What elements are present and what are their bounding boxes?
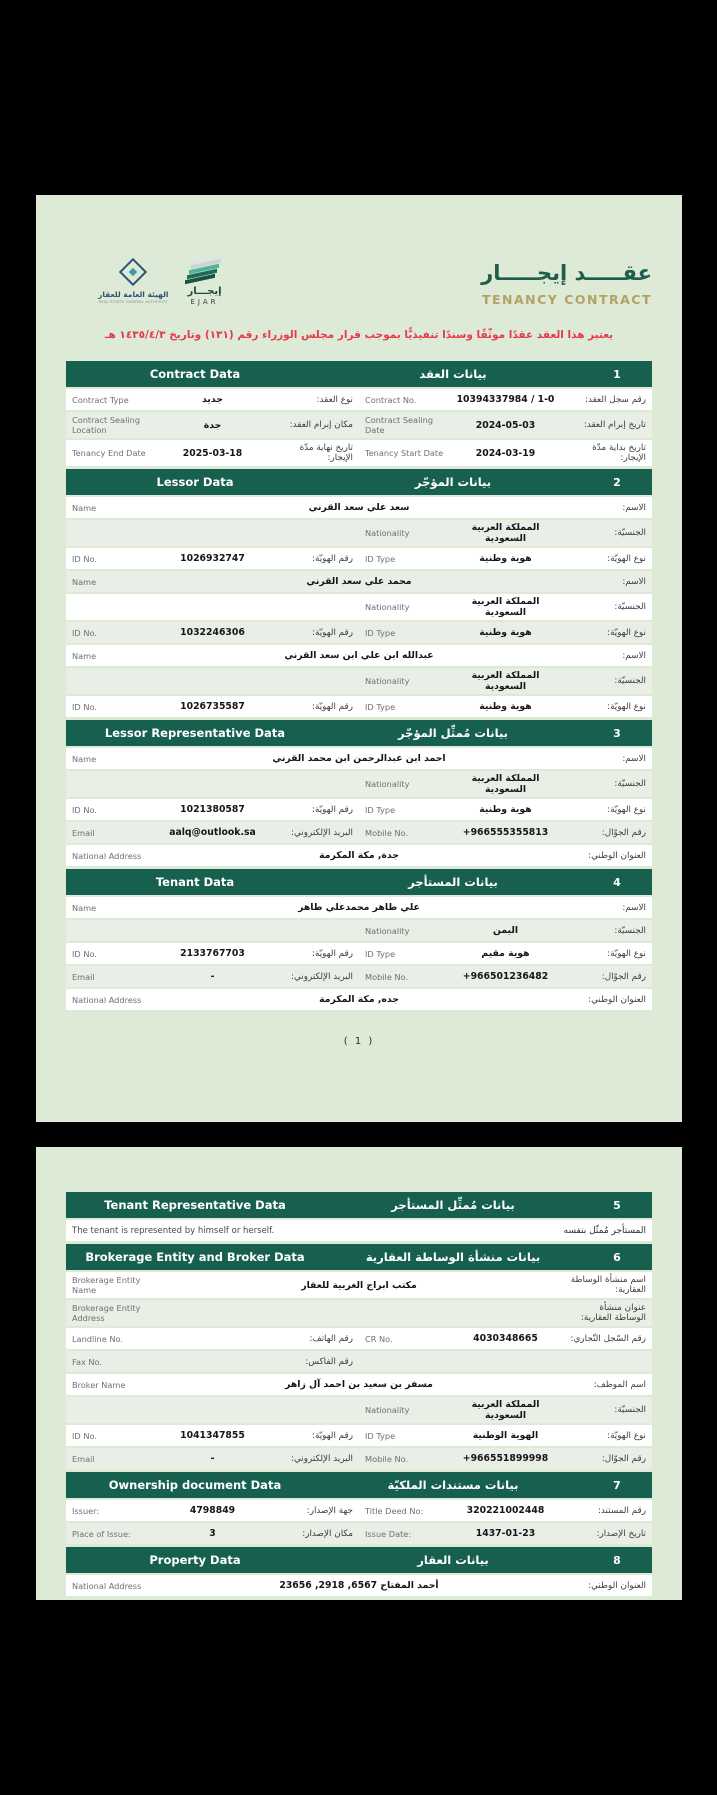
field-row xyxy=(66,989,652,1010)
field-label-ar: رقم الهويّة: xyxy=(312,948,353,959)
field-label-ar: رقم الهاتف: xyxy=(309,1333,353,1344)
field-value: 2024-03-19 xyxy=(475,447,536,459)
field-row xyxy=(66,943,652,964)
field-label-en: Nationality xyxy=(365,528,410,538)
field-label-en: Mobile No. xyxy=(365,971,409,982)
field-label-ar: البريد الإلكتروني: xyxy=(291,1453,353,1464)
section-header xyxy=(66,1547,652,1573)
field-label-en: Nationality xyxy=(365,779,410,789)
field-group-right xyxy=(359,943,652,964)
field-value: هوية مقيم xyxy=(481,948,530,959)
field-label-en: Contract Sealing Location xyxy=(72,415,141,435)
field-row xyxy=(66,1272,652,1298)
field-label-ar: نوع الهويّة: xyxy=(607,948,646,959)
field-label-en: Contract No. xyxy=(365,394,417,405)
section-title-en: Property Data xyxy=(149,1553,241,1567)
field-value: aalq@outlook.sa xyxy=(169,827,256,838)
field-label-en: Brokerage Entity Name xyxy=(72,1275,141,1295)
field-group-right xyxy=(359,412,652,438)
field-value: 3 xyxy=(209,1528,216,1539)
field-label-ar: الجنسيّة: xyxy=(614,779,646,789)
field-row xyxy=(66,1328,652,1349)
field-label-en: Nationality xyxy=(365,602,410,612)
field-value: 1026932747 xyxy=(180,553,245,564)
field-group-left xyxy=(66,920,359,941)
field-label-en: Fax No. xyxy=(72,1356,103,1367)
page-number: ( 1 ) xyxy=(343,1036,375,1047)
field-group-left xyxy=(66,389,359,410)
field-label-ar: البريد الإلكتروني: xyxy=(291,827,353,838)
field-row xyxy=(66,1448,652,1469)
field-label-en: Nationality xyxy=(365,925,410,936)
field-group-left xyxy=(66,1523,359,1544)
section-title-en: Tenant Data xyxy=(155,875,235,889)
field-row xyxy=(66,412,652,438)
field-value: أحمد المفتاح 6567, 2918, 23656 xyxy=(279,1580,439,1591)
field-value: 320221002448 xyxy=(466,1505,545,1516)
field-label-ar: الجنسيّة: xyxy=(614,676,646,686)
field-label-en: ID Type xyxy=(365,1430,396,1441)
field-value: 1026735587 xyxy=(180,701,245,712)
field-group-right xyxy=(359,920,652,941)
field-value: جده, مكة المكرمة xyxy=(319,994,399,1005)
field-label-ar: اسم الموظف: xyxy=(593,1379,646,1390)
field-label-en: ID No. xyxy=(72,804,97,815)
field-row xyxy=(66,440,652,466)
field-group-left xyxy=(66,771,359,797)
field-label-ar: رقم الفاكس: xyxy=(305,1356,353,1367)
field-label-en: Mobile No. xyxy=(365,1453,409,1464)
field-value: 1021380587 xyxy=(180,804,245,815)
field-row xyxy=(66,497,652,518)
field-value: 2025-03-18 xyxy=(182,447,243,459)
field-row xyxy=(66,548,652,569)
section-number: 8 xyxy=(613,1553,621,1567)
section-title-ar: بيانات مستندات الملكيّة xyxy=(387,1478,519,1492)
field-label-ar: تاريخ بداية مدّة الإيجار: xyxy=(592,443,646,463)
field-value: سعد علي سعد القرني xyxy=(308,502,410,513)
field-value: المملكة العربية السعودية xyxy=(471,1399,540,1421)
field-group-left xyxy=(66,548,359,569)
field-label-ar: عنوان منشأة الوساطة العقارية: xyxy=(580,1303,646,1323)
field-group-left xyxy=(66,520,359,546)
field-value: 2133767703 xyxy=(180,948,245,959)
field-label-ar: الجنسيّة: xyxy=(614,925,646,936)
field-row xyxy=(66,1397,652,1423)
field-label-ar: جهة الإصدار: xyxy=(306,1505,353,1516)
field-group-left xyxy=(66,1328,359,1349)
field-value: 4030348665 xyxy=(473,1333,538,1344)
field-label-ar: نوع الهويّة: xyxy=(607,553,646,564)
field-label-en: Email xyxy=(72,971,95,982)
document-page-1 xyxy=(36,195,682,1122)
field-group-right xyxy=(359,1523,652,1544)
section-title-ar: بيانات المستأجر xyxy=(408,875,498,889)
field-row xyxy=(66,966,652,987)
field-row xyxy=(66,520,652,546)
ejar-stripes-icon xyxy=(185,257,225,284)
field-group-right xyxy=(359,799,652,820)
field-group-left xyxy=(66,822,359,843)
field-value: المملكة العربية السعودية xyxy=(471,670,540,692)
section-title-en: Contract Data xyxy=(149,367,241,381)
section-title-ar: بيانات المؤجّر xyxy=(414,475,492,489)
field-group-right xyxy=(359,966,652,987)
field-label-ar: رقم المستند: xyxy=(597,1505,646,1516)
field-value: مسفر بن سعيد بن احمد آل زاهر xyxy=(285,1379,433,1390)
field-label-ar: العنوان الوطني: xyxy=(588,1580,646,1591)
field-label-en: Name xyxy=(72,753,97,764)
field-group-left xyxy=(66,1500,359,1521)
field-value: +966551899998 xyxy=(462,1453,549,1464)
field-row xyxy=(66,920,652,941)
section-title-ar: بيانات منشأة الوساطة العقارية xyxy=(365,1250,541,1264)
rega-name-en: REAL ESTATE GENERAL AUTHORITY xyxy=(98,300,168,304)
field-group-left xyxy=(66,943,359,964)
field-group-right xyxy=(359,389,652,410)
section-title-ar: بيانات العقد xyxy=(419,367,487,381)
contract-title-block xyxy=(481,255,652,307)
field-group-left xyxy=(66,966,359,987)
field-label-en: ID No. xyxy=(72,627,97,638)
rega-logo xyxy=(98,257,169,304)
field-value: 10394337984 / 1-0 xyxy=(456,394,555,405)
field-value: +966555355813 xyxy=(462,827,549,838)
document-page-2 xyxy=(36,1147,682,1600)
field-label-en: National Address xyxy=(72,1580,142,1591)
field-group-left xyxy=(66,412,359,438)
field-group-right xyxy=(359,440,652,466)
field-label-en: Issuer: xyxy=(72,1505,100,1516)
section-title-en: Lessor Representative Data xyxy=(104,726,286,740)
field-group-left xyxy=(66,594,359,620)
section-number: 6 xyxy=(613,1250,621,1264)
field-label-ar: مكان الإصدار: xyxy=(302,1528,353,1539)
field-group-right xyxy=(359,594,652,620)
field-label-en: Landline No. xyxy=(72,1333,123,1344)
field-label-ar: رقم الجوّال: xyxy=(601,971,646,982)
field-row xyxy=(66,1523,652,1544)
section-header xyxy=(66,720,652,746)
section-number: 5 xyxy=(613,1198,621,1212)
field-value xyxy=(158,1311,560,1315)
ejar-name-ar: إيجـــار xyxy=(187,286,222,297)
field-label-en: CR No. xyxy=(365,1333,393,1344)
field-label-ar: رقم السّجل التّجاري: xyxy=(570,1333,646,1344)
field-row xyxy=(66,571,652,592)
field-label-en: Nationality xyxy=(365,676,410,686)
disclaimer-text: يعتبر هذا العقد عقدًا موثّقًا وسندًا تنفيذيًّا بموجب قرار مجلس الوزراء رقم (١٣١) وتاريخ ١٤٣٥/٤/٣ هـ xyxy=(104,329,614,341)
field-group-right xyxy=(359,668,652,694)
section-number: 7 xyxy=(613,1478,621,1492)
field-label-ar: الجنسيّة: xyxy=(614,528,646,538)
field-group-right xyxy=(359,1425,652,1446)
field-value: هوية وطنية xyxy=(479,553,532,564)
field-group-right xyxy=(359,696,652,717)
field-label-en: Name xyxy=(72,902,97,913)
section-number: 3 xyxy=(613,726,621,740)
field-label-en: Email xyxy=(72,1453,95,1464)
field-value: هوية وطنية xyxy=(479,804,532,815)
field-label-en: Place of Issue: xyxy=(72,1528,131,1539)
field-row xyxy=(66,594,652,620)
field-label-en: Mobile No. xyxy=(365,827,409,838)
section-header xyxy=(66,1192,652,1218)
field-value: 1032246306 xyxy=(180,627,245,638)
field-group-right xyxy=(359,822,652,843)
field-label-en: Contract Sealing Date xyxy=(365,415,434,435)
contract-title-ar: عقـــــد إيجـــــار xyxy=(481,261,652,285)
field-label-en: Tenancy End Date xyxy=(72,448,146,458)
field-label-ar: نوع الهويّة: xyxy=(607,627,646,638)
field-label-en: Issue Date: xyxy=(365,1528,412,1539)
field-group-right xyxy=(359,1397,652,1423)
field-label-en: ID Type xyxy=(365,701,396,712)
field-label-en: Name xyxy=(72,576,97,587)
field-label-ar: رقم الهويّة: xyxy=(312,804,353,815)
field-label-ar: اسم منشأة الوساطة العقارية: xyxy=(570,1275,646,1295)
field-group-right xyxy=(359,548,652,569)
field-value: الهوية الوطنية xyxy=(472,1430,539,1441)
field-row xyxy=(66,1351,652,1372)
field-row xyxy=(66,696,652,717)
field-label-ar: البريد الإلكتروني: xyxy=(291,971,353,982)
field-value: +966501236482 xyxy=(462,971,549,982)
field-row xyxy=(66,389,652,410)
field-row xyxy=(66,1374,652,1395)
field-label-en: Nationality xyxy=(365,1405,410,1415)
field-group-left xyxy=(66,1397,359,1423)
field-row xyxy=(66,1220,652,1241)
field-row xyxy=(66,1425,652,1446)
field-group-right xyxy=(359,1328,652,1349)
field-value: 4798849 xyxy=(189,1505,236,1516)
section-header xyxy=(66,361,652,387)
field-label-ar: تاريخ نهاية مدّة الإيجار: xyxy=(299,443,353,463)
field-label-ar: مكان إبرام العقد: xyxy=(289,420,353,430)
field-label-en: Contract Type xyxy=(72,394,129,405)
section-title-ar: بيانات مُمثِّل المستأجر xyxy=(391,1198,515,1212)
field-label-ar: نوع الهويّة: xyxy=(607,1430,646,1441)
field-row xyxy=(66,668,652,694)
field-value: 1041347855 xyxy=(180,1430,245,1441)
field-value: مكتب ابراج الغربية للعقار xyxy=(301,1279,417,1291)
field-row xyxy=(66,771,652,797)
field-label-en: ID No. xyxy=(72,948,97,959)
field-label-ar: رقم الهويّة: xyxy=(312,553,353,564)
field-group-left xyxy=(66,1425,359,1446)
field-label-ar: رقم الهويّة: xyxy=(312,701,353,712)
field-row xyxy=(66,748,652,769)
field-group-right xyxy=(359,771,652,797)
rega-diamond-icon xyxy=(118,257,148,287)
field-label-en: ID No. xyxy=(72,1430,97,1441)
field-row xyxy=(66,1500,652,1521)
field-label-ar: الاسم: xyxy=(622,576,646,587)
field-group-left xyxy=(66,622,359,643)
field-label-ar: الاسم: xyxy=(622,902,646,913)
ejar-logo xyxy=(185,257,225,306)
field-label-ar: رقم الجوّال: xyxy=(601,827,646,838)
sections-page-1 xyxy=(66,361,652,1010)
field-value: هوية وطنية xyxy=(479,627,532,638)
field-value: 1437-01-23 xyxy=(475,1528,536,1539)
field-label-en: Title Deed No: xyxy=(365,1505,424,1516)
section-title-ar: بيانات العقار xyxy=(417,1553,489,1567)
field-label-ar: الجنسيّة: xyxy=(614,1405,646,1415)
field-group-left xyxy=(66,696,359,717)
field-value: اليمن xyxy=(492,925,519,936)
section-header xyxy=(66,469,652,495)
field-value: عبدالله ابن علي ابن سعد القرني xyxy=(284,650,434,661)
field-value: هوية وطنية xyxy=(479,701,532,712)
section-title-en: Tenant Representative Data xyxy=(104,1198,286,1212)
section-title-en: Ownership document Data xyxy=(108,1478,282,1492)
field-group-right xyxy=(359,520,652,546)
field-value: احمد ابن عبدالرحمن ابن محمد القرني xyxy=(272,753,446,764)
field-label-en: ID Type xyxy=(365,804,396,815)
section-title-ar: بيانات مُمثِّل المؤجّر xyxy=(398,726,508,740)
field-row xyxy=(66,822,652,843)
field-group-left xyxy=(66,440,359,466)
field-label-ar: الاسم: xyxy=(622,502,646,513)
field-value: جدة xyxy=(203,419,222,431)
field-label-en: ID Type xyxy=(365,948,396,959)
field-label-ar: تاريخ الإصدار: xyxy=(596,1528,646,1539)
field-label-ar: رقم الهويّة: xyxy=(312,1430,353,1441)
field-label-ar: تاريخ إبرام العقد: xyxy=(583,420,646,430)
field-label-ar: العنوان الوطني: xyxy=(588,994,646,1005)
field-group-left xyxy=(66,668,359,694)
section-title-en: Lessor Data xyxy=(156,475,234,489)
section-title-en: Brokerage Entity and Broker Data xyxy=(85,1250,305,1264)
field-row xyxy=(66,645,652,666)
field-label-en: Name xyxy=(72,502,97,513)
field-label-en: Name xyxy=(72,650,97,661)
field-group-right xyxy=(359,1351,652,1372)
field-value: المملكة العربية السعودية xyxy=(471,596,540,618)
field-label-en: ID No. xyxy=(72,701,97,712)
field-group-left xyxy=(66,1448,359,1469)
section-header xyxy=(66,1244,652,1270)
field-label-en: Email xyxy=(72,827,95,838)
field-label-ar: نوع الهويّة: xyxy=(607,701,646,712)
field-label-en: ID Type xyxy=(365,553,396,564)
note-text-ar: المستأجر مُمثّل بنفسه xyxy=(563,1225,646,1236)
field-value xyxy=(158,1360,267,1364)
sections-page-2 xyxy=(66,1192,652,1596)
field-label-ar: الاسم: xyxy=(622,753,646,764)
field-label-ar: رقم الجوّال: xyxy=(601,1453,646,1464)
field-value: - xyxy=(210,1453,215,1464)
field-value: جديد xyxy=(202,394,223,405)
field-label-en: Brokerage Entity Address xyxy=(72,1303,141,1323)
rega-name-ar: الهيئة العامة للعقار xyxy=(98,290,169,299)
field-value xyxy=(158,1337,267,1341)
field-group-left xyxy=(66,799,359,820)
field-value: المملكة العربية السعودية xyxy=(471,522,540,544)
field-label-en: ID No. xyxy=(72,553,97,564)
field-label-ar: العنوان الوطني: xyxy=(588,850,646,861)
field-label-ar: نوع الهويّة: xyxy=(607,804,646,815)
field-row xyxy=(66,897,652,918)
field-group-right xyxy=(359,622,652,643)
field-group-left xyxy=(66,1351,359,1372)
field-label-en: National Address xyxy=(72,850,142,861)
field-label-en: Tenancy Start Date xyxy=(365,448,444,458)
section-number: 1 xyxy=(613,367,621,381)
field-label-ar: نوع العقد: xyxy=(316,394,353,405)
field-row xyxy=(66,845,652,866)
field-value: - xyxy=(210,971,215,982)
field-label-ar: الجنسيّة: xyxy=(614,602,646,612)
field-value: المملكة العربية السعودية xyxy=(471,773,540,795)
field-label-ar: رقم سجل العقد: xyxy=(584,394,646,405)
field-value: 2024-05-03 xyxy=(475,419,536,431)
field-row xyxy=(66,799,652,820)
field-value: جدة, مكة المكرمة xyxy=(319,850,399,861)
ejar-name-en: EJAR xyxy=(190,298,219,306)
section-header xyxy=(66,1472,652,1498)
field-row xyxy=(66,1575,652,1596)
logo-cluster xyxy=(66,255,225,306)
field-label-ar: الاسم: xyxy=(622,650,646,661)
field-label-en: Broker Name xyxy=(72,1379,126,1390)
section-header xyxy=(66,869,652,895)
field-label-en: ID Type xyxy=(365,627,396,638)
section-number: 4 xyxy=(613,875,621,889)
note-text-en: The tenant is represented by himself or herself. xyxy=(72,1225,275,1236)
field-group-right xyxy=(359,1448,652,1469)
field-value: محمد علي سعد القرني xyxy=(306,576,412,587)
field-row xyxy=(66,1300,652,1326)
document-header xyxy=(66,255,652,307)
field-value: علي طاهر محمدعلي طاهر xyxy=(298,902,420,913)
field-label-ar: رقم الهويّة: xyxy=(312,627,353,638)
field-row xyxy=(66,622,652,643)
contract-title-en: TENANCY CONTRACT xyxy=(481,292,652,307)
field-group-right xyxy=(359,1500,652,1521)
section-number: 2 xyxy=(613,475,621,489)
field-label-en: National Address xyxy=(72,994,142,1005)
